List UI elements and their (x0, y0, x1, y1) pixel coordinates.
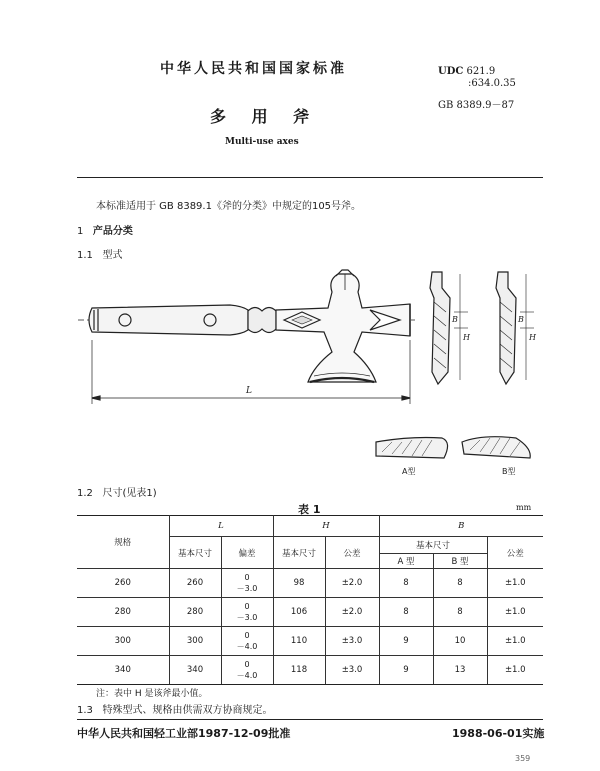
cell-dev-lo: －3.0 (236, 613, 258, 622)
cell-b-a: 8 (379, 598, 433, 627)
cell-dev-up: 0 (244, 660, 250, 669)
figure-label-B-a: B (452, 315, 458, 324)
cell-dev-up: 0 (244, 631, 250, 640)
cell-dev (221, 627, 273, 656)
cell-l: 340 (169, 656, 221, 685)
section-1-1-heading (77, 246, 122, 261)
cell-b-a: 9 (379, 656, 433, 685)
cell-dev (221, 656, 273, 685)
document-title: 多 用 斧 (210, 107, 320, 126)
table-row (77, 627, 543, 656)
cell-b-b: 10 (433, 627, 487, 656)
figure-label-type-b: B型 (502, 467, 516, 476)
header-B-basic: 基本尺寸 (379, 537, 487, 554)
cell-spec: 340 (77, 656, 169, 685)
section-1-number: 1 (77, 226, 84, 237)
gb-code: GB 8389.9－87 (438, 100, 515, 111)
axe-figure (70, 262, 550, 487)
cell-b-b: 8 (433, 598, 487, 627)
udc-code (438, 66, 516, 90)
table-row (77, 569, 543, 598)
header-spec: 规格 (77, 516, 169, 569)
cell-b-a: 8 (379, 569, 433, 598)
cell-dev-lo: －3.0 (236, 584, 258, 593)
cell-dev-lo: －4.0 (236, 671, 258, 680)
figure-label-L: L (246, 386, 252, 396)
cell-l: 260 (169, 569, 221, 598)
cell-h: 106 (273, 598, 325, 627)
figure-label-type-a: A型 (402, 467, 416, 476)
cell-h: 98 (273, 569, 325, 598)
cell-h-tol: ±2.0 (325, 569, 379, 598)
table-note: 注：表中 H 是该斧最小值。 (96, 689, 208, 699)
section-1-1-title: 型式 (102, 250, 123, 261)
section-1-heading (77, 222, 133, 237)
cell-h-tol: ±2.0 (325, 598, 379, 627)
section-1-2-title: 尺寸(见表1) (102, 488, 157, 499)
cell-b-tol: ±1.0 (487, 656, 543, 685)
figure-label-H-b: H (529, 333, 536, 342)
header-H-tol: 公差 (325, 537, 379, 569)
cell-dev-lo: －4.0 (236, 642, 258, 651)
standard-header-title: 中华人民共和国国家标准 (160, 61, 347, 77)
intro-paragraph: 本标准适用于 GB 8389.1《斧的分类》中规定的105号斧。 (96, 201, 362, 212)
cell-spec: 260 (77, 569, 169, 598)
figure-label-H-a: H (463, 333, 470, 342)
cell-b-a: 9 (379, 627, 433, 656)
cell-h: 118 (273, 656, 325, 685)
section-1-2-number: 1.2 (77, 488, 93, 499)
cell-l: 280 (169, 598, 221, 627)
udc-line2: :634.0.35 (468, 78, 516, 89)
cell-dev-up: 0 (244, 602, 250, 611)
cell-dev (221, 598, 273, 627)
cell-dev (221, 569, 273, 598)
header-B: B (379, 516, 543, 537)
header-B-tol: 公差 (487, 537, 543, 569)
page-number: 359 (515, 754, 531, 763)
header-type-a: A 型 (379, 554, 433, 569)
figure-label-B-b: B (518, 315, 524, 324)
cell-b-tol: ±1.0 (487, 569, 543, 598)
cell-spec: 300 (77, 627, 169, 656)
section-1-title: 产品分类 (92, 226, 133, 237)
table-row (77, 656, 543, 685)
section-1-3-heading (77, 701, 272, 716)
udc-label: UDC (438, 66, 464, 77)
cell-h-tol: ±3.0 (325, 627, 379, 656)
header-type-b: B 型 (433, 554, 487, 569)
header-L-dev: 偏差 (221, 537, 273, 569)
header-H: H (273, 516, 379, 537)
section-1-2-heading (77, 484, 157, 499)
table-unit: mm (516, 503, 532, 512)
effective-date: 1988-06-01实施 (452, 727, 545, 740)
header-divider (77, 177, 543, 178)
cell-h: 110 (273, 627, 325, 656)
cell-b-tol: ±1.0 (487, 598, 543, 627)
dimension-table (77, 515, 543, 685)
section-1-3-title: 特殊型式、规格由供需双方协商规定。 (102, 705, 273, 716)
cell-b-b: 13 (433, 656, 487, 685)
cell-b-b: 8 (433, 569, 487, 598)
cell-dev-up: 0 (244, 573, 250, 582)
section-1-3-number: 1.3 (77, 705, 93, 716)
cell-spec: 280 (77, 598, 169, 627)
document-title-english: Multi-use axes (225, 137, 299, 147)
section-1-1-number: 1.1 (77, 250, 93, 261)
table-title: 表 1 (298, 503, 321, 516)
cell-b-tol: ±1.0 (487, 627, 543, 656)
header-L: L (169, 516, 273, 537)
header-L-basic: 基本尺寸 (169, 537, 221, 569)
footer-divider (77, 719, 543, 720)
table-row (77, 598, 543, 627)
udc-line1: 621.9 (466, 66, 496, 77)
approval-statement: 中华人民共和国轻工业部1987-12-09批准 (77, 727, 291, 740)
header-H-basic: 基本尺寸 (273, 537, 325, 569)
cell-h-tol: ±3.0 (325, 656, 379, 685)
cell-l: 300 (169, 627, 221, 656)
